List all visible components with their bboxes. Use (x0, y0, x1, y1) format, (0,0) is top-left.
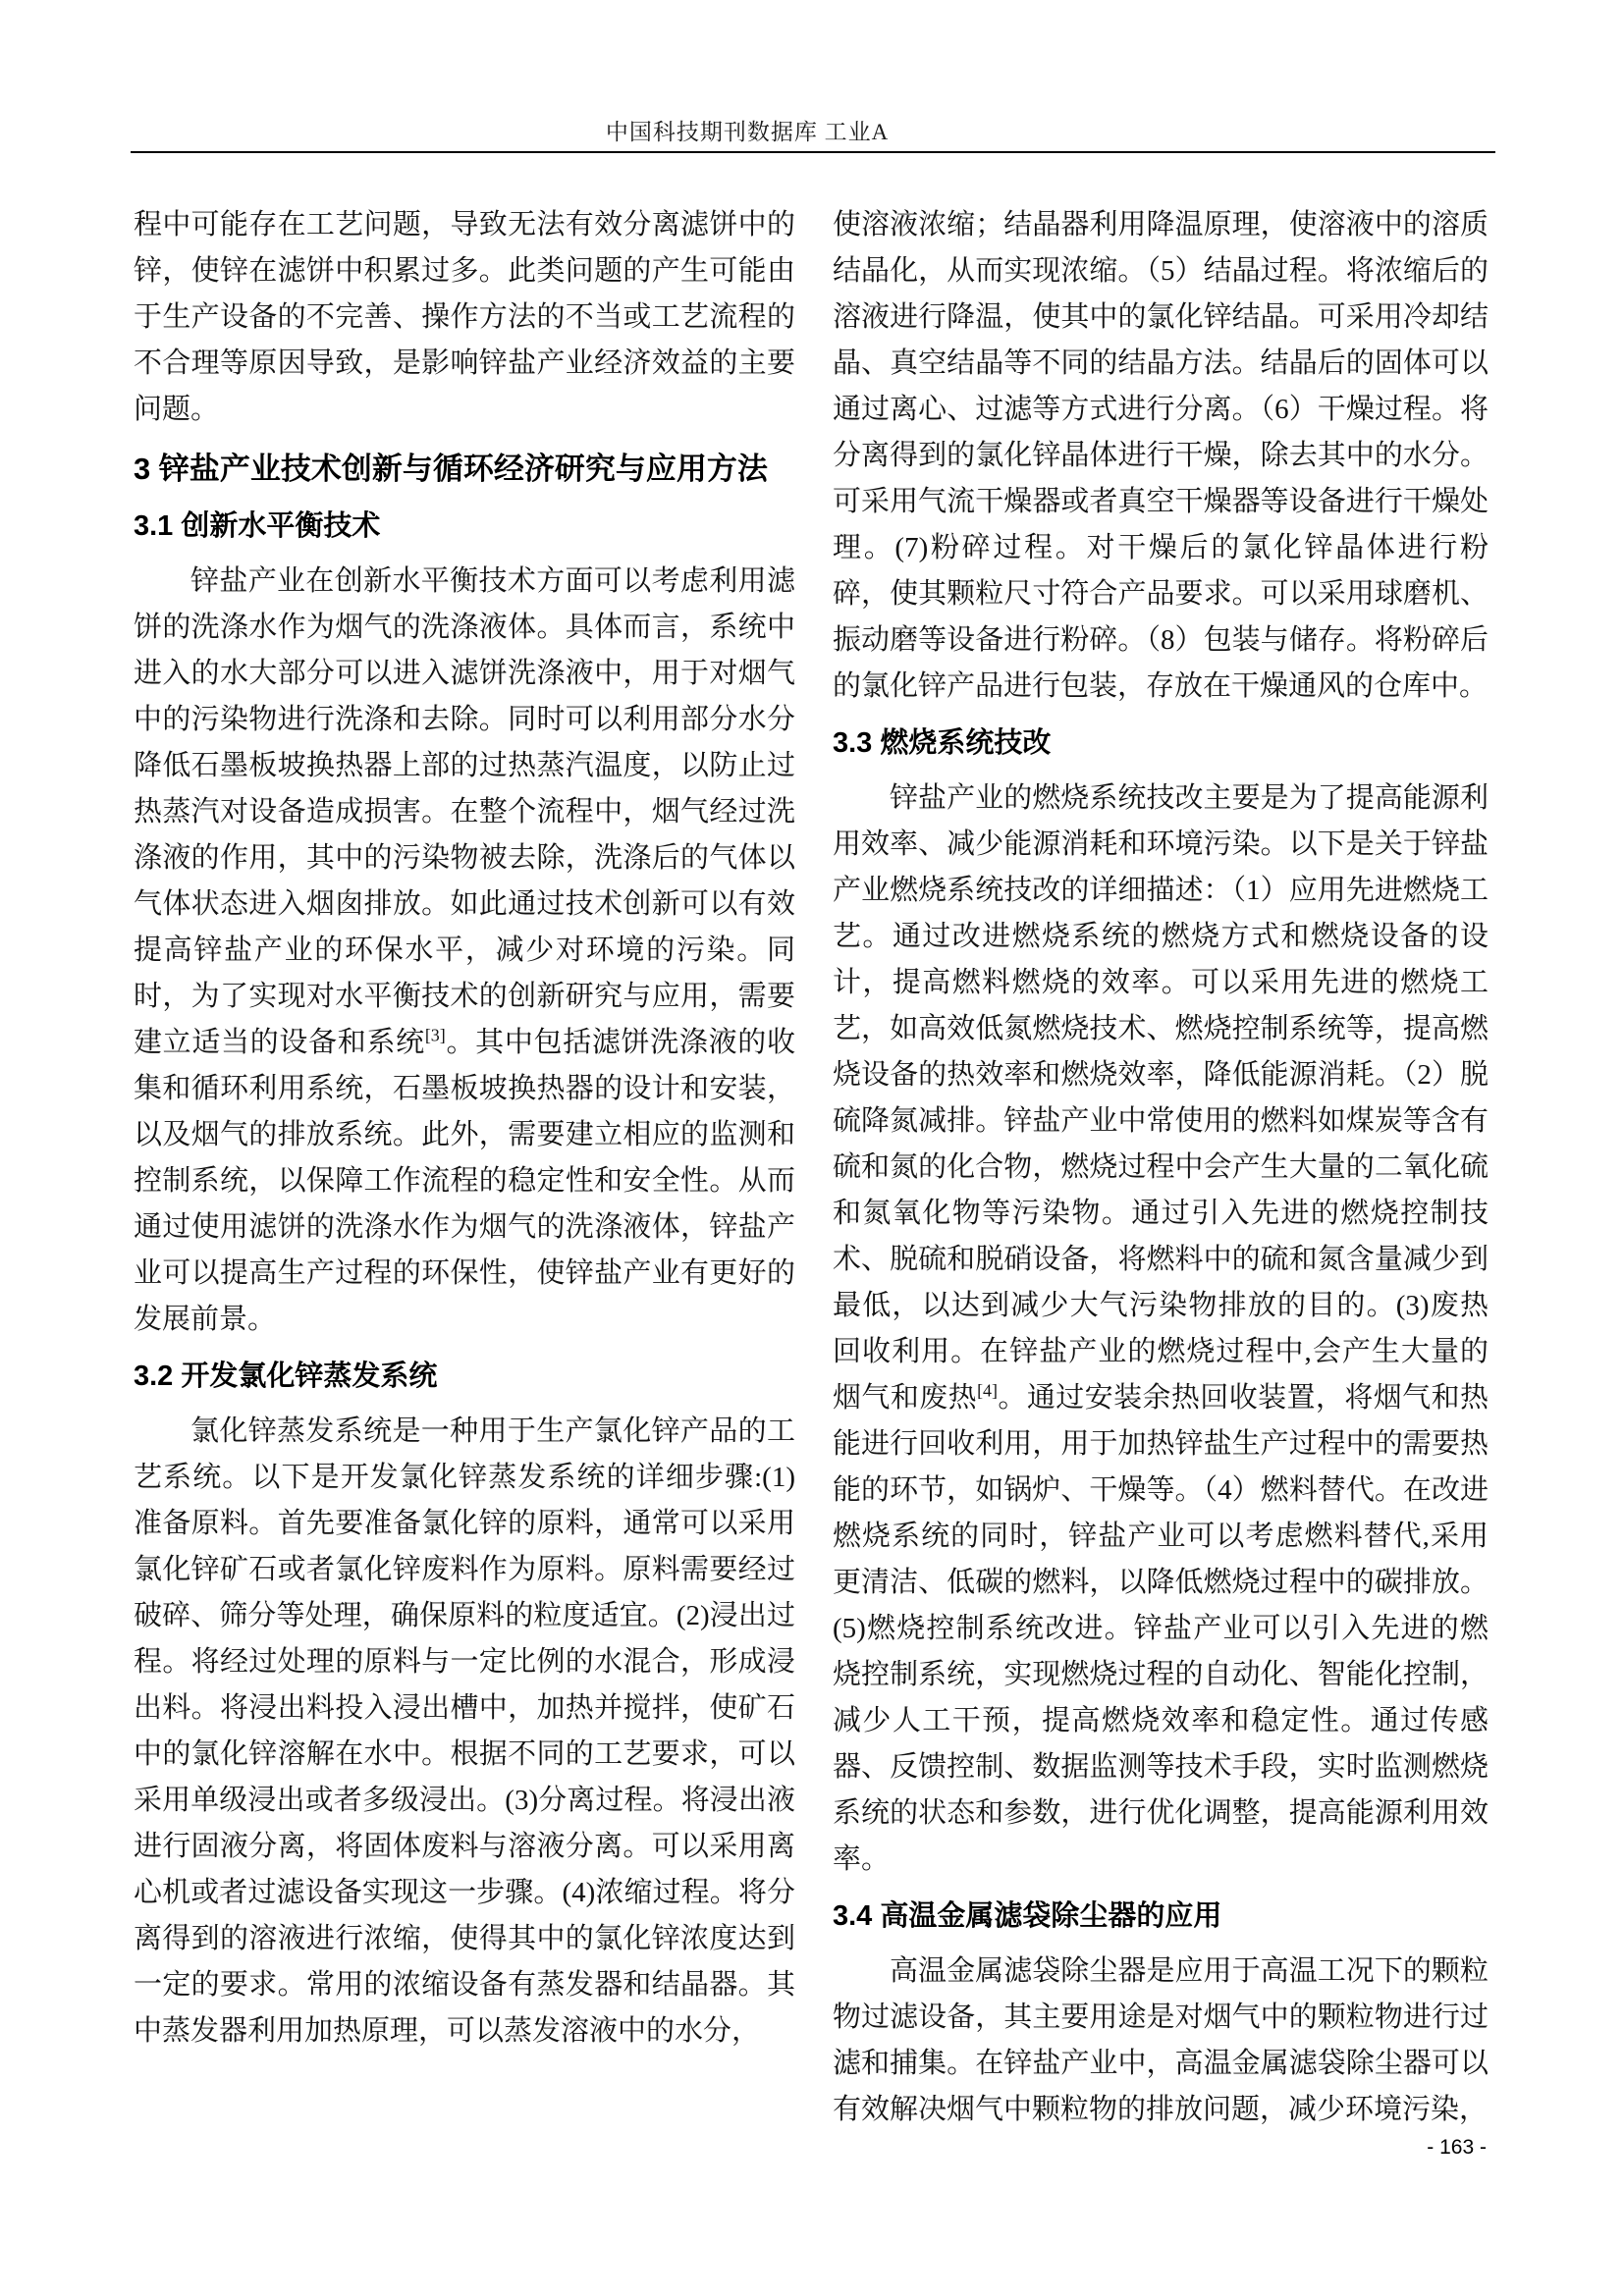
citation-ref-3: [3] (424, 1025, 446, 1045)
section-3-4-heading: 3.4 高温金属滤袋除尘器的应用 (833, 1900, 1222, 1932)
section-3-2-heading: 3.2 开发氯化锌蒸发系统 (134, 1361, 438, 1392)
citation-ref-4: [4] (977, 1380, 999, 1401)
section-3-1-heading: 3.1 创新水平衡技术 (134, 510, 381, 542)
section-3-1-text-post: 。其中包括滤饼洗涤液的收集和循环利用系统，石墨板坡换热器的设计和安装，以及烟气的排放系统。此外，需要建立相应的监测和控制系统，以保障工作流程的稳定性和安全性。从而通过使用滤饼的洗涤水作为烟气的洗涤液体，锌盐产业可以提高生产过程的环保性，使锌盐产业有更好的发展前景。 (134, 1027, 795, 1335)
journal-header-title: 中国科技期刊数据库 工业A (605, 120, 890, 144)
header-rule (131, 151, 1495, 153)
section-3-2-paragraph: 氯化锌蒸发系统是一种用于生产氯化锌产品的工艺系统。以下是开发氯化锌蒸发系统的详细步骤:(1)准备原料。首先要准备氯化锌的原料，通常可以采用氯化锌矿石或者氯化锌废料作为原料。原料需要经过破碎、筛分等处理，确保原料的粒度适宜。(2)浸出过程。将经过处理的原料与一定比例的水混合，形成浸出料。将浸出料投入浸出槽中，加热并搅拌，使矿石中的氯化锌溶解在水中。根据不同的工艺要求，可以采用单级浸出或者多级浸出。(3)分离过程。将浸出液进行固液分离，将固体废料与溶液分离。可以采用离心机或者过滤设备实现这一步骤。(4)浓缩过程。将分离得到的溶液进行浓缩，使得其中的氯化锌浓度达到一定的要求。常用的浓缩设备有蒸发器和结晶器。其中蒸发器利用加热原理，可以蒸发溶液中的水分， (134, 1415, 795, 2047)
section-3-3-paragraph (833, 775, 1489, 1883)
section-3-3-text-pre: 锌盐产业的燃烧系统技改主要是为了提高能源利用效率、减少能源消耗和环境污染。以下是关于锌盐产业燃烧系统技改的详细描述：（1）应用先进燃烧工艺。通过改进燃烧系统的燃烧方式和燃烧设备的设计，提高燃料燃烧的效率。可以采用先进的燃烧工艺，如高效低氮燃烧技术、燃烧控制系统等，提高燃烧设备的热效率和燃烧效率，降低能源消耗。（2）脱硫降氮减排。锌盐产业中常使用的燃料如煤炭等含有硫和氮的化合物，燃烧过程中会产生大量的二氧化硫和氮氧化物等污染物。通过引入先进的燃烧控制技术、脱硫和脱硝设备，将燃料中的硫和氮含量减少到最低，以达到减少大气污染物排放的目的。(3)废热回收利用。在锌盐产业的燃烧过程中,会产生大量的烟气和废热 (833, 782, 1489, 1414)
section-3-1-paragraph (134, 559, 795, 1343)
section-3-3-heading: 3.3 燃烧系统技改 (833, 727, 1052, 759)
section-3-heading: 3 锌盐产业技术创新与循环经济研究与应用方法 (134, 452, 768, 486)
page-number: - 163 - (1427, 2136, 1487, 2159)
section-3-1-text-pre: 锌盐产业在创新水平衡技术方面可以考虑利用滤饼的洗涤水作为烟气的洗涤液体。具体而言，系统中进入的水大部分可以进入滤饼洗涤液中，用于对烟气中的污染物进行洗涤和去除。同时可以利用部分水分降低石墨板坡换热器上部的过热蒸汽温度，以防止过热蒸汽对设备造成损害。在整个流程中，烟气经过洗涤液的作用，其中的污染物被去除，洗涤后的气体以气体状态进入烟囱排放。如此通过技术创新可以有效提高锌盐产业的环保水平，减少对环境的污染。同时，为了实现对水平衡技术的创新研究与应用，需要建立适当的设备和系统 (134, 565, 795, 1058)
left-column (134, 202, 795, 2055)
section-3-2-paragraph-continuation: 使溶液浓缩；结晶器利用降温原理，使溶液中的溶质结晶化，从而实现浓缩。（5）结晶过程。将浓缩后的溶液进行降温，使其中的氯化锌结晶。可采用冷却结晶、真空结晶等不同的结晶方法。结晶后的固体可以通过离心、过滤等方式进行分离。（6）干燥过程。将分离得到的氯化锌晶体进行干燥，除去其中的水分。可采用气流干燥器或者真空干燥器等设备进行干燥处理。(7)粉碎过程。对干燥后的氯化锌晶体进行粉碎，使其颗粒尺寸符合产品要求。可以采用球磨机、振动磨等设备进行粉碎。（8）包装与储存。将粉碎后的氯化锌产品进行包装，存放在干燥通风的仓库中。 (833, 209, 1489, 702)
section-3-4-paragraph: 高温金属滤袋除尘器是应用于高温工况下的颗粒物过滤设备，其主要用途是对烟气中的颗粒物进行过滤和捕集。在锌盐产业中，高温金属滤袋除尘器可以有效解决烟气中颗粒物的排放问题，减少环境污染， (833, 1955, 1489, 2125)
right-column (833, 202, 1489, 2133)
section-3-3-text-post: 。通过安装余热回收装置，将烟气和热能进行回收利用，用于加热锌盐生产过程中的需要热能的环节，如锅炉、干燥等。（4）燃料替代。在改进燃烧系统的同时，锌盐产业可以考虑燃料替代,采用更清洁、低碳的燃料，以降低燃烧过程中的碳排放。(5)燃烧控制系统改进。锌盐产业可以引入先进的燃烧控制系统，实现燃烧过程的自动化、智能化控制，减少人工干预，提高燃烧效率和稳定性。通过传感器、反馈控制、数据监测等技术手段，实时监测燃烧系统的状态和参数，进行优化调整，提高能源利用效率。 (833, 1382, 1489, 1875)
paragraph-continuation-intro: 程中可能存在工艺问题，导致无法有效分离滤饼中的锌，使锌在滤饼中积累过多。此类问题的产生可能由于生产设备的不完善、操作方法的不当或工艺流程的不合理等原因导致，是影响锌盐产业经济效益的主要问题。 (134, 209, 795, 425)
